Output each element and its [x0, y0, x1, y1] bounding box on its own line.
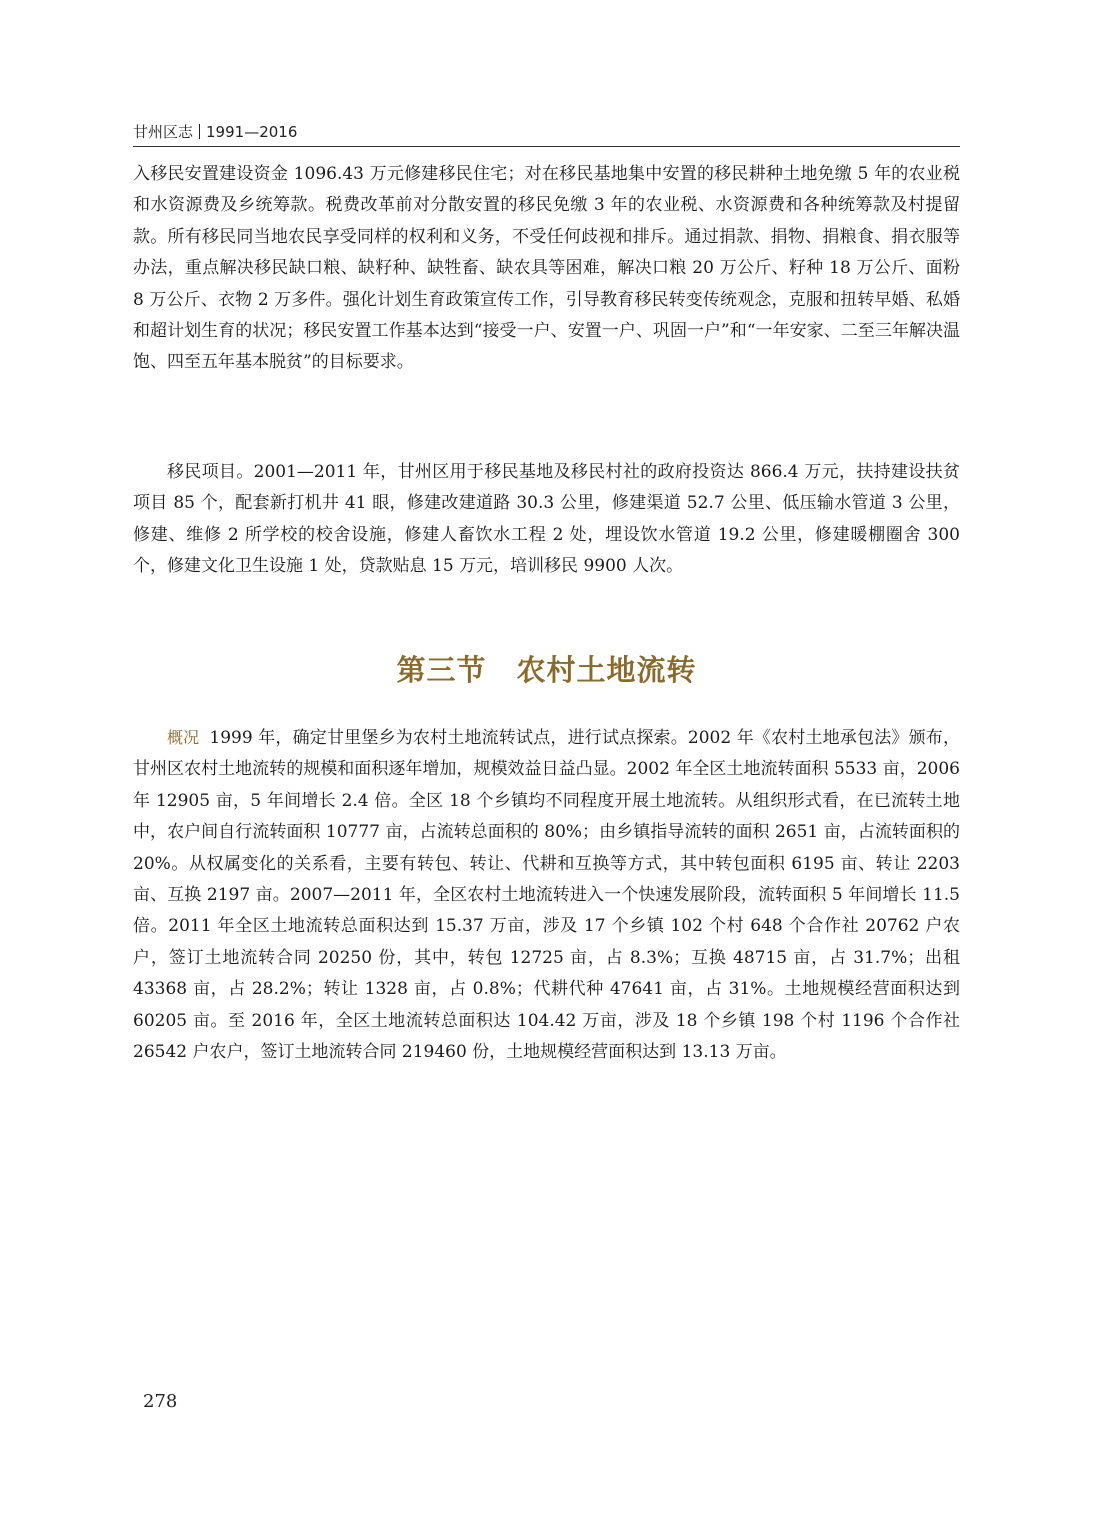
running-header — [133, 118, 960, 147]
paragraph-resettlement-policy: 入移民安置建设资金 1096.43 万元修建移民住宅；对在移民基地集中安置的移民耕种土地免缴 5 年的农业税和水资源费及乡统筹款。税费改革前对分散安置的移民免缴 3 年的农业税、水资源费和各种统筹款及村提留款。所有移民同当地农民享受同样的权利和义务，不受任何歧视和排斥。通过捐款、捐物、捐粮食、捐衣服等办法，重点解决移民缺口粮、缺籽种、缺牲畜、缺农具等困难，解决口粮 20 万公斤、籽种 18 万公斤、面粉 8 万公斤、衣物 2 万多件。强化计划生育政策宣传工作，引导教育移民转变传统观念，克服和扭转早婚、私婚和超计划生育的状况；移民安置工作基本达到“接受一户、安置一户、巩固一户”和“一年安家、二至三年解决温饱、四至五年基本脱贫”的目标要求。 — [133, 164, 960, 373]
section-number: 第三节 — [396, 653, 487, 687]
book-period: 1991—2016 — [206, 123, 298, 141]
book-title: 甘州区志 — [133, 123, 194, 141]
overview-text: 1999 年，确定甘里堡乡为农村土地流转试点，进行试点探索。2002 年《农村土地承包法》颁布，甘州区农村土地流转的规模和面积逐年增加，规模效益日益凸显。2002 年全区土地流转面积 5533 亩，2006 年 12905 亩，5 年间增长 2.4 倍。全区 18 个乡镇均不同程度开展土地流转。从组织形式看，在已流转土地中，农户间自行流转面积 10777 亩，占流转总面积的 80%；由乡镇指导流转的面积 2651 亩，占流转面积的 20%。从权属变化的关系看，主要有转包、转让、代耕和互换等方式，其中转包面积 6195 亩、转让 2203 亩、互换 2197 亩。2007—2011 年，全区农村土地流转进入一个快速发展阶段，流转面积 5 年间增长 11.5 倍。2011 年全区土地流转总面积达到 15.37 万亩，涉及 17 个乡镇 102 个村 648 个合作社 20762 户农户，签订土地流转合同 20250 份，其中，转包 12725 亩，占 8.3%；互换 48715 亩，占 31.7%；出租 43368 亩，占 28.2%；转让 1328 亩，占 0.8%；代耕代种 47641 亩，占 31%。土地规模经营面积达到 60205 亩。至 2016 年，全区土地流转总面积达 104.42 万亩，涉及 18 个乡镇 198 个村 1196 个合作社 26542 户农户，签订土地流转合同 219460 份，土地规模经营面积达到 13.13 万亩。 — [133, 728, 960, 1063]
section-heading — [133, 646, 960, 694]
overview-lead: 概况 — [167, 728, 200, 747]
paragraph-overview — [133, 722, 960, 1068]
section-title: 农村土地流转 — [516, 653, 697, 687]
paragraph-resettlement-projects: 移民项目。2001—2011 年，甘州区用于移民基地及移民村社的政府投资达 866.4 万元，扶持建设扶贫项目 85 个，配套新打机井 41 眼，修建改建道路 30.3 公里，修建渠道 52.7 公里、低压输水管道 3 公里，修建、维修 2 所学校的校舍设施，修建人畜饮水工程 2 处，埋设饮水管道 19.2 公里，修建暖棚圈舍 300 个，修建文化卫生设施 1 处，贷款贴息 15 万元，培训移民 9900 人次。 — [133, 462, 960, 577]
page-number: 278 — [143, 1391, 178, 1412]
header-separator — [199, 124, 200, 139]
